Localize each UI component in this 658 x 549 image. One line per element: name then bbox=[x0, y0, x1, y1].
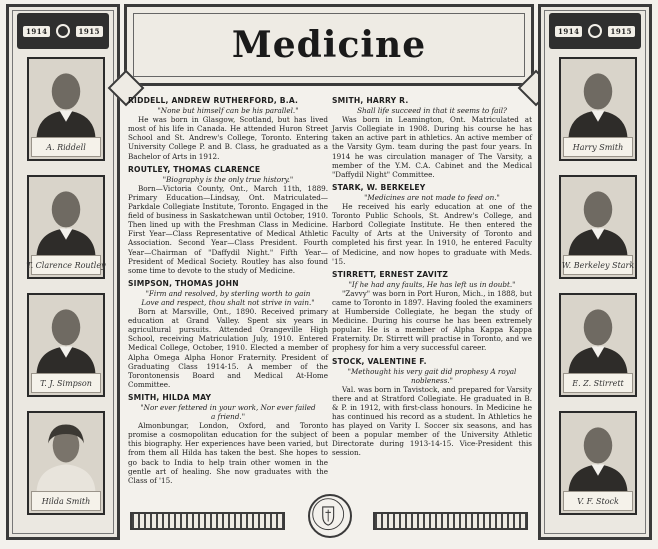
year-end: 1915 bbox=[76, 26, 103, 37]
biography-entry bbox=[332, 96, 532, 179]
signature: Hilda Smith bbox=[31, 491, 101, 511]
biography-entry bbox=[128, 165, 328, 275]
year-plate-left bbox=[17, 13, 109, 49]
signature: Harry Smith bbox=[563, 137, 633, 157]
entry-body: Born—Victoria County, Ont., March 11th, 1889. Primary Education—Lindsay, Ont. Matriculated—Parkdale Collegiate Institute, Toronto. Engaged in the field of business in Saskatchewan until October, 1910. Then lined up with the Freshman Class in Medicine. First Year—Class Representative of Medical Athletic Association. Second Year—Class President. Fourth Year—Chairman of "Daffydil Night." Fifth Year—President of Medical Society. Routley has also found some time to devote to the study of Medicine. bbox=[128, 183, 328, 275]
footer-bar-right bbox=[373, 512, 528, 530]
entry-motto: "Methought his very gait did prophesy A royal nobleness." bbox=[347, 366, 517, 385]
entry-body: Almonbungar, London, Oxford, and Toronto promise a cosmopolitan education for the subject of this biography. Her experiences have been varied, but from them all Hilda has taken the best. She hopes to go back to India to help train other women in the gentle art of healing. She now graduates with the Class of '15. bbox=[128, 421, 328, 485]
portrait-stock bbox=[559, 411, 637, 515]
entry-name: SMITH, HILDA MAY bbox=[128, 392, 212, 402]
biography-entry bbox=[128, 96, 328, 161]
signature: W. Berkeley Stark bbox=[563, 255, 633, 275]
portrait-simpson bbox=[27, 293, 105, 397]
center-panel bbox=[124, 4, 534, 540]
entry-body: Val. was born in Tavistock, and prepared for Varsity there and at Stratford Collegiate. He graduated in B. & P. in 1912, with first-class honours. In Medicine he has continued his record as a student. In Athletics he has played on Varity I. Soccer six seasons, and has been a popular member of the University Athletic Directorate during 1913-14-15. Vice-President this session. bbox=[332, 384, 532, 458]
entry-name: ROUTLEY, THOMAS CLARENCE bbox=[128, 164, 261, 174]
portrait-riddell bbox=[27, 57, 105, 161]
entry-motto: "None but himself can be his parallel." bbox=[157, 106, 299, 116]
entry-body: Was born in Leamington, Ont. Matriculated at Jarvis Collegiate in 1908. During his course he has taken an active part in athletics. An active member of the Varsity Gym. team during the past four years. In 1914 he was circulation manager of The Varsity, a member of the Y.M. C.A. Cabinet and the Medical "Daffydil Night" Committee. bbox=[332, 115, 532, 179]
entry-body: "Zavvy" was born in Port Huron, Mich., in 1888, but came to Toronto in 1897. Having fooled the examiners at Humberside Collegiate, he began the study of Medicine. During his course he has been extremely popular. He is a member of Alpha Kappa Kappa Fraternity. Dr. Stirrett will practise in Toronto, and we prophesy for him a very successful career. bbox=[332, 288, 532, 353]
person-silhouette-icon bbox=[29, 295, 103, 375]
person-silhouette-icon bbox=[29, 59, 103, 139]
entry-name: STARK, W. BERKELEY bbox=[332, 182, 426, 192]
entry-name: SMITH, HARRY R. bbox=[332, 96, 409, 105]
university-seal-icon bbox=[308, 494, 352, 538]
title-header bbox=[124, 4, 534, 86]
entry-body: Born at Marsville, Ont., 1890. Received primary education at Grand Valley. Spent six years in agricultural pursuits. Attended Orangeville High School, receiving Matriculation July, 1910. Entered Medical College, October, 1910. Elected a member of Alpha Omega Alpha Honor Fraternity. President of Graduating Class 1914-15. A member of the Torontonensis Board and Medical At-Home Committee. bbox=[128, 307, 328, 389]
crest-icon bbox=[56, 24, 70, 38]
footer-bar-left bbox=[130, 512, 285, 530]
person-silhouette-icon bbox=[561, 413, 635, 493]
biography-entry bbox=[332, 270, 532, 353]
entry-motto: Shall life succeed in that it seems to fail? bbox=[357, 106, 507, 116]
year-start: 1914 bbox=[555, 26, 582, 37]
person-silhouette-icon bbox=[29, 177, 103, 257]
signature: E. Z. Stirrett bbox=[563, 373, 633, 393]
footer-ornament bbox=[124, 504, 534, 540]
crest-icon bbox=[588, 24, 602, 38]
entry-motto: "If he had any faults, He has left us in doubt." bbox=[348, 279, 516, 289]
signature: V. F. Stock bbox=[563, 491, 633, 511]
signature: T. Clarence Routley bbox=[31, 255, 101, 275]
entry-name: RIDDELL, ANDREW RUTHERFORD, B.A. bbox=[128, 96, 299, 105]
right-portrait-panel bbox=[538, 4, 652, 540]
portrait-stirrett bbox=[559, 293, 637, 397]
person-silhouette-icon bbox=[561, 59, 635, 139]
biography-column-left bbox=[128, 96, 328, 489]
entry-motto: "Firm and resolved, by sterling worth to gain Love and respect, thou shalt not strive in vain." bbox=[141, 288, 315, 307]
entry-motto: "Biography is the only true history." bbox=[162, 174, 294, 184]
biography-entry bbox=[128, 279, 328, 389]
entry-motto: "Medicines are not made to feed on." bbox=[364, 192, 500, 202]
portrait-harry-smith bbox=[559, 57, 637, 161]
entry-name: STOCK, VALENTINE F. bbox=[332, 356, 427, 366]
portrait-routley bbox=[27, 175, 105, 279]
entry-body: He received his early education at one of the Toronto Public Schools, St. Andrew's College, and Harbord Collegiate Institute. He then entered the Faculty of Arts at the University of Toronto and completed his first year. In 1910, he entered Faculty of Medicine, and now hopes to graduate with Meds. '15. bbox=[332, 202, 532, 266]
biography-entry bbox=[332, 183, 532, 266]
left-portrait-panel bbox=[6, 4, 120, 540]
signature: T. J. Simpson bbox=[31, 373, 101, 393]
signature: A. Riddell bbox=[31, 137, 101, 157]
portrait-stark bbox=[559, 175, 637, 279]
entry-name: STIRRETT, ERNEST ZAVITZ bbox=[332, 269, 449, 279]
year-end: 1915 bbox=[608, 26, 635, 37]
person-silhouette-icon bbox=[29, 413, 103, 493]
person-silhouette-icon bbox=[561, 177, 635, 257]
biography-column-right bbox=[332, 96, 532, 462]
entry-body: He was born in Glasgow, Scotland, but has lived most of his life in Canada. He attended Huron Street School and St. Andrew's College, Toronto. Entering University College P. and B. Class, he graduated as a Bachelor of Arts in 1912. bbox=[128, 115, 328, 161]
year-plate-right bbox=[549, 13, 641, 49]
biography-entry bbox=[128, 393, 328, 485]
entry-name: SIMPSON, THOMAS JOHN bbox=[128, 278, 239, 288]
portrait-hilda-smith bbox=[27, 411, 105, 515]
biography-entry bbox=[332, 357, 532, 458]
entry-motto: "Nor ever fettered in your work, Nor ever failed a friend." bbox=[140, 403, 316, 422]
person-silhouette-icon bbox=[561, 295, 635, 375]
page-title: Medicine bbox=[231, 24, 427, 66]
year-start: 1914 bbox=[23, 26, 50, 37]
